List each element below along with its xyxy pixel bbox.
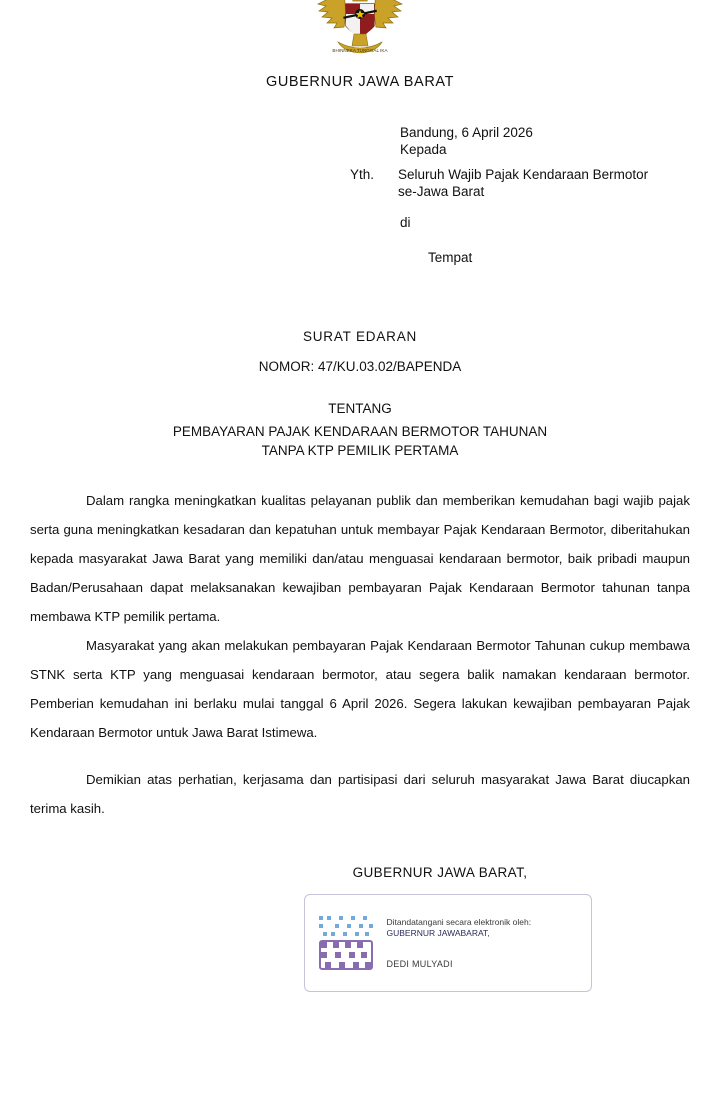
body-paragraph: Demikian atas perhatian, kerjasama dan partisipasi dari seluruh masyarakat Jawa Barat diucapkan terima kasih. xyxy=(30,772,690,816)
document-number: NOMOR: 47/KU.03.02/BAPENDA xyxy=(258,359,462,374)
signature-box-wrapper xyxy=(30,894,690,992)
document-subject-line-1: PEMBAYARAN PAJAK KENDARAAN BERMOTOR TAHUNAN xyxy=(172,424,548,439)
signature-meta xyxy=(387,917,532,970)
kepada-label: Kepada xyxy=(400,142,447,157)
electronic-signature-box xyxy=(304,894,592,992)
document-type-title: SURAT EDARAN xyxy=(302,329,418,344)
emblem-container xyxy=(30,0,690,58)
place-date: Bandung, 6 April 2026 xyxy=(400,125,533,140)
tentang-label: TENTANG xyxy=(328,401,392,416)
recipient-text: Seluruh Wajib Pajak Kendaraan Bermotor se-Jawa Barat xyxy=(398,167,649,199)
signer-name: DEDI MULYADI xyxy=(386,958,453,969)
signature-title: GUBERNUR JAWA BARAT, xyxy=(352,865,528,880)
svg-text:BHINNEKA TUNGGAL IKA: BHINNEKA TUNGGAL IKA xyxy=(332,48,388,53)
address-block xyxy=(30,124,690,266)
document-title-block xyxy=(30,324,690,460)
page-title: GUBERNUR JAWA BARAT xyxy=(265,74,455,90)
document-subject-line-2: TANPA KTP PEMILIK PERTAMA xyxy=(261,443,459,458)
yth-label: Yth. xyxy=(350,167,375,182)
di-label: di xyxy=(400,215,411,230)
body-paragraph: Masyarakat yang akan melakukan pembayaran Pajak Kendaraan Bermotor Tahunan cukup membawa STNK serta KTP yang menguasai kendaraan bermotor, atau segera balik namakan kendaraan bermotor. Pemberian kemudahan ini berlaku mulai tanggal 6 April 2026. Segera lakukan kewajiban pembayaran Pajak Kendaraan Bermotor untuk Jawa Barat Istimewa. xyxy=(30,638,690,740)
qr-code-icon xyxy=(315,912,377,974)
tempat-label: Tempat xyxy=(428,250,473,265)
body-paragraph: Dalam rangka meningkatkan kualitas pelayanan publik dan memberikan kemudahan bagi wajib pajak serta guna meningkatkan kesadaran dan kepatuhan untuk membayar Pajak Kendaraan Bermotor, diberitahukan kepada masyarakat Jawa Barat yang memiliki dan/atau menguasai kendaraan bermotor, baik pribadi maupun Badan/Perusahaan dapat melaksanakan kewajiban pembayaran Pajak Kendaraan Bermotor tahunan tanpa membawa KTP pemilik pertama. xyxy=(30,493,690,624)
garuda-pancasila-emblem xyxy=(314,0,406,68)
document-body xyxy=(30,486,690,823)
signature-meta-line-2: GUBERNUR JAWABARAT, xyxy=(386,927,490,938)
recipient-row xyxy=(350,166,690,200)
signature-meta-line-1: Ditandatangani secara elektronik oleh: xyxy=(386,916,532,927)
